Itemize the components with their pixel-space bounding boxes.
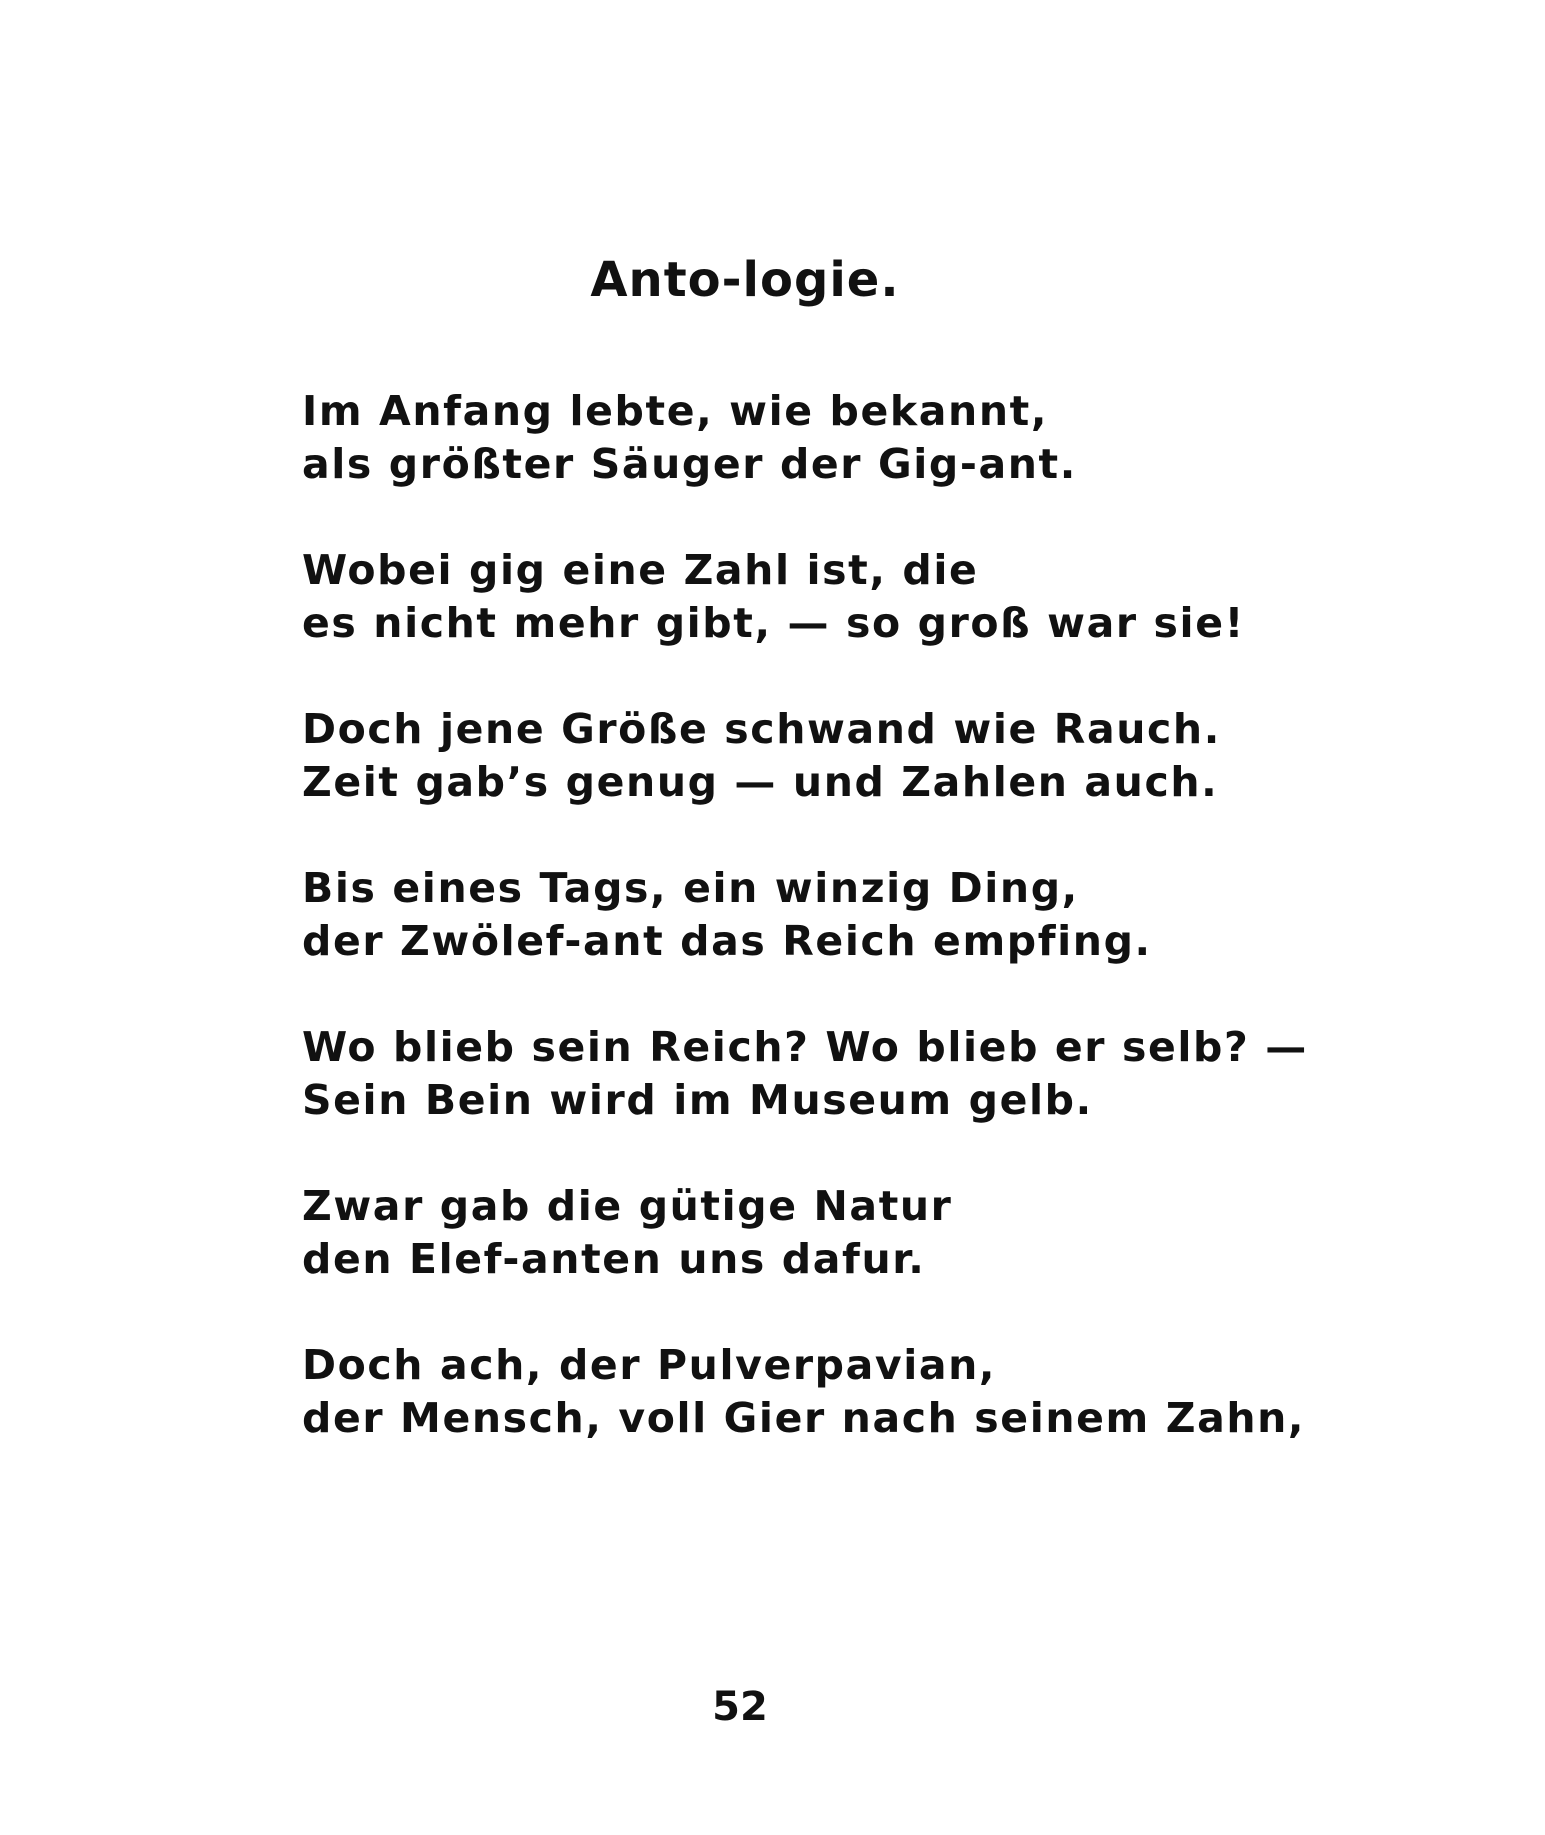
stanza-4: [302, 862, 1502, 968]
poem-line: der Zwölef-ant das Reich empfing.: [302, 917, 1152, 965]
page-number: 52: [712, 1684, 768, 1730]
poem-line: Zeit gab’s genug — und Zahlen auch.: [302, 758, 1219, 806]
poem-line: Zwar gab die gütige Natur: [302, 1182, 953, 1230]
stanza-5: [302, 1021, 1502, 1127]
poem-line: Bis eines Tags, ein winzig Ding,: [302, 864, 1079, 912]
stanza-2: [302, 544, 1502, 650]
poem-line: Doch ach, der Pulverpavian,: [302, 1341, 997, 1389]
poem-line: Wobei gig eine Zahl ist, die: [302, 546, 979, 594]
stanza-1: [302, 385, 1502, 491]
poem-title: Anto-logie.: [590, 252, 900, 308]
poem-line: Sein Bein wird im Museum gelb.: [302, 1076, 1093, 1124]
poem-line: Im Anfang lebte, wie bekannt,: [302, 387, 1049, 435]
poem-body: [302, 385, 1502, 1498]
poem-line: es nicht mehr gibt, — so groß war sie!: [302, 599, 1245, 647]
poem-line: Doch jene Größe schwand wie Rauch.: [302, 705, 1221, 753]
stanza-6: [302, 1180, 1502, 1286]
poem-line: Wo blieb sein Reich? Wo blieb er selb? —: [302, 1023, 1308, 1071]
poem-line: der Mensch, voll Gier nach seinem Zahn,: [302, 1394, 1306, 1442]
stanza-7: [302, 1339, 1502, 1445]
poem-line: den Elef-anten uns dafur.: [302, 1235, 926, 1283]
poem-line: als größter Säuger der Gig-ant.: [302, 440, 1077, 488]
stanza-3: [302, 703, 1502, 809]
